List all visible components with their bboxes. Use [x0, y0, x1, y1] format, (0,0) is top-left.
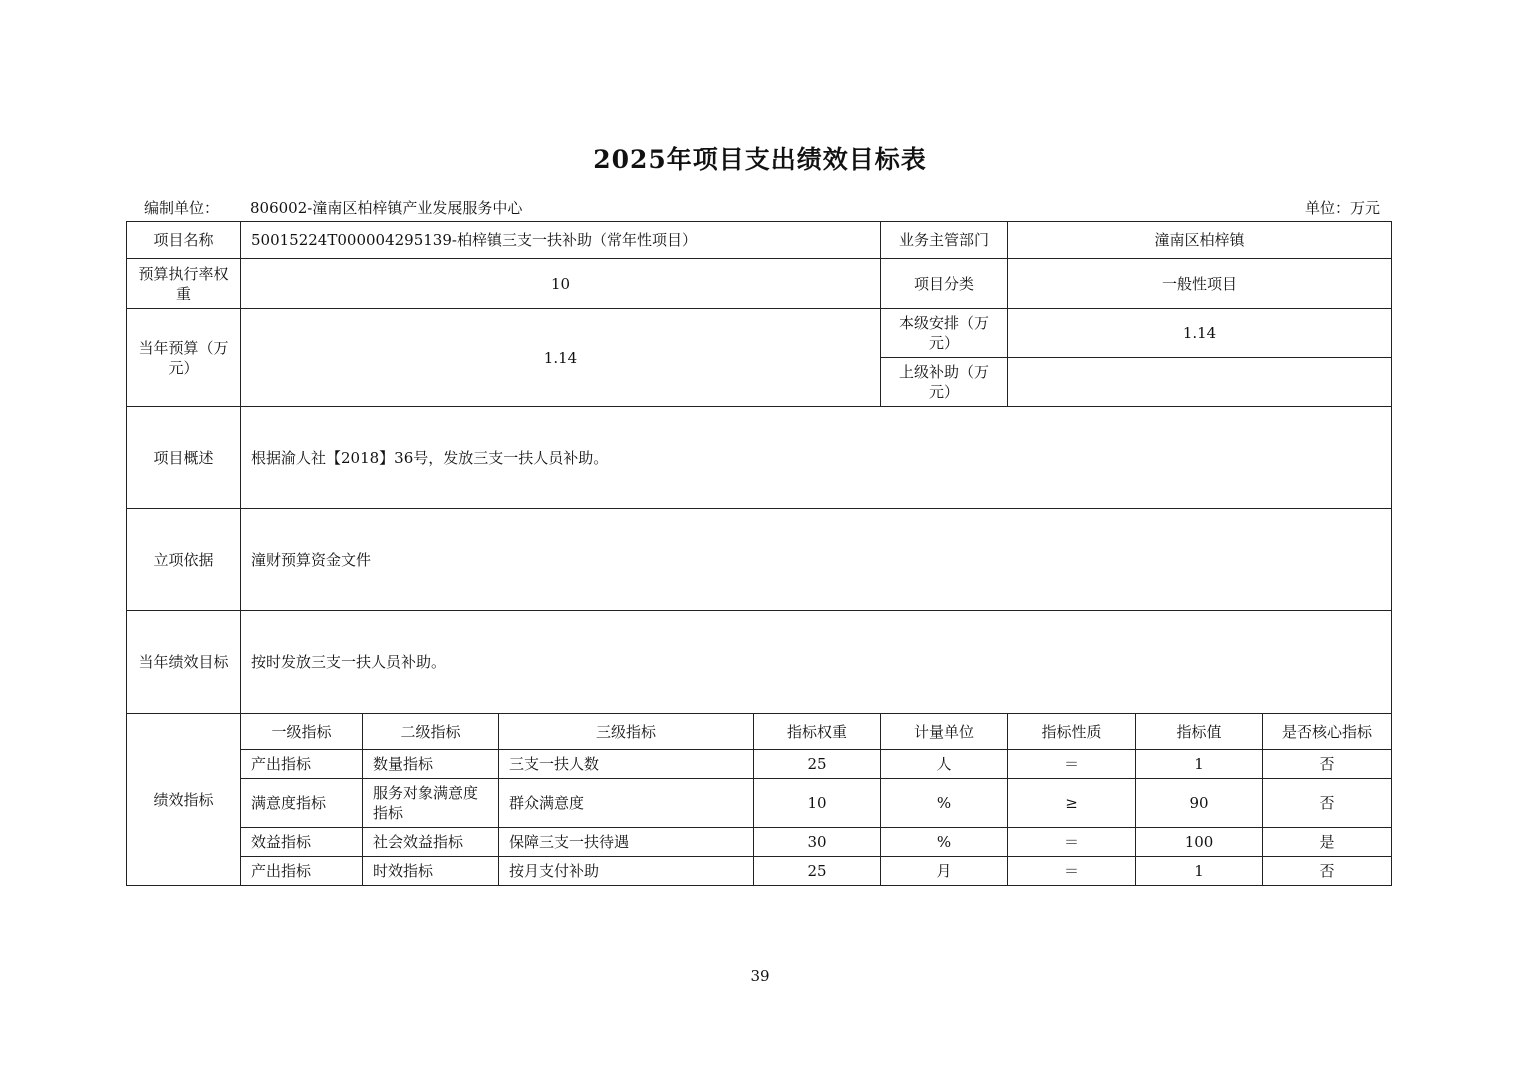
upper-value	[1008, 358, 1392, 407]
exec-weight-value: 10	[241, 259, 881, 309]
indicator-nature: ＝	[1008, 828, 1136, 857]
indicator-nature: ＝	[1008, 750, 1136, 779]
indicator-header-row	[127, 714, 1392, 750]
page-number: 39	[750, 967, 770, 985]
indicator-value: 90	[1136, 779, 1263, 828]
table-row	[127, 779, 1392, 828]
header-value: 指标值	[1136, 714, 1263, 750]
goal-value: 按时发放三支一扶人员补助。	[241, 611, 1392, 714]
indicator-unit: %	[881, 779, 1008, 828]
dept-value: 潼南区柏梓镇	[1008, 222, 1392, 259]
indicator-value: 1	[1136, 750, 1263, 779]
table-row	[127, 750, 1392, 779]
indicator-unit: %	[881, 828, 1008, 857]
basis-label: 立项依据	[127, 509, 241, 611]
indicator-nature: ≥	[1008, 779, 1136, 828]
header-weight: 指标权重	[754, 714, 881, 750]
indicator-core: 是	[1263, 828, 1392, 857]
indicators-label: 绩效指标	[127, 714, 241, 886]
overview-value: 根据渝人社【2018】36号，发放三支一扶人员补助。	[241, 407, 1392, 509]
indicator-value: 100	[1136, 828, 1263, 857]
exec-weight-label: 预算执行率权重	[127, 259, 241, 309]
table-row	[127, 857, 1392, 886]
indicator-core: 否	[1263, 857, 1392, 886]
indicator-level1: 满意度指标	[241, 779, 363, 828]
indicator-level1: 效益指标	[241, 828, 363, 857]
indicator-level2: 数量指标	[363, 750, 499, 779]
basis-value: 潼财预算资金文件	[241, 509, 1392, 611]
local-label: 本级安排（万元）	[881, 309, 1008, 358]
indicator-unit: 月	[881, 857, 1008, 886]
table-row	[127, 407, 1392, 509]
upper-label: 上级补助（万元）	[881, 358, 1008, 407]
header-level1: 一级指标	[241, 714, 363, 750]
indicator-level3: 群众满意度	[499, 779, 754, 828]
indicator-weight: 25	[754, 750, 881, 779]
performance-table	[126, 221, 1392, 886]
indicator-level3: 三支一扶人数	[499, 750, 754, 779]
dept-label: 业务主管部门	[881, 222, 1008, 259]
unit-label: 单位：万元	[1304, 199, 1380, 217]
indicator-unit: 人	[881, 750, 1008, 779]
indicator-nature: ＝	[1008, 857, 1136, 886]
budget-value: 1.14	[241, 309, 881, 407]
indicator-core: 否	[1263, 750, 1392, 779]
indicator-level3: 保障三支一扶待遇	[499, 828, 754, 857]
indicator-weight: 10	[754, 779, 881, 828]
indicator-level1: 产出指标	[241, 750, 363, 779]
indicator-level2: 社会效益指标	[363, 828, 499, 857]
indicator-weight: 30	[754, 828, 881, 857]
header-nature: 指标性质	[1008, 714, 1136, 750]
table-row	[127, 828, 1392, 857]
indicator-value: 1	[1136, 857, 1263, 886]
budget-label: 当年预算（万元）	[127, 309, 241, 407]
category-label: 项目分类	[881, 259, 1008, 309]
indicator-level2: 服务对象满意度指标	[363, 779, 499, 828]
table-row	[127, 222, 1392, 259]
table-row	[127, 611, 1392, 714]
header-level3: 三级指标	[499, 714, 754, 750]
org-value: 806002-潼南区柏梓镇产业发展服务中心	[250, 199, 523, 217]
header-unit: 计量单位	[881, 714, 1008, 750]
header-core: 是否核心指标	[1263, 714, 1392, 750]
indicator-level2: 时效指标	[363, 857, 499, 886]
goal-label: 当年绩效目标	[127, 611, 241, 714]
project-name-value: 50015224T000004295139-柏梓镇三支一扶补助（常年性项目）	[241, 222, 881, 259]
table-row	[127, 309, 1392, 358]
org-label: 编制单位：	[144, 199, 220, 217]
indicator-weight: 25	[754, 857, 881, 886]
table-row	[127, 509, 1392, 611]
indicator-core: 否	[1263, 779, 1392, 828]
project-name-label: 项目名称	[127, 222, 241, 259]
table-row	[127, 259, 1392, 309]
header-level2: 二级指标	[363, 714, 499, 750]
category-value: 一般性项目	[1008, 259, 1392, 309]
local-value: 1.14	[1008, 309, 1392, 358]
indicator-level1: 产出指标	[241, 857, 363, 886]
page-title: 2025年项目支出绩效目标表	[593, 145, 927, 174]
indicator-level3: 按月支付补助	[499, 857, 754, 886]
overview-label: 项目概述	[127, 407, 241, 509]
